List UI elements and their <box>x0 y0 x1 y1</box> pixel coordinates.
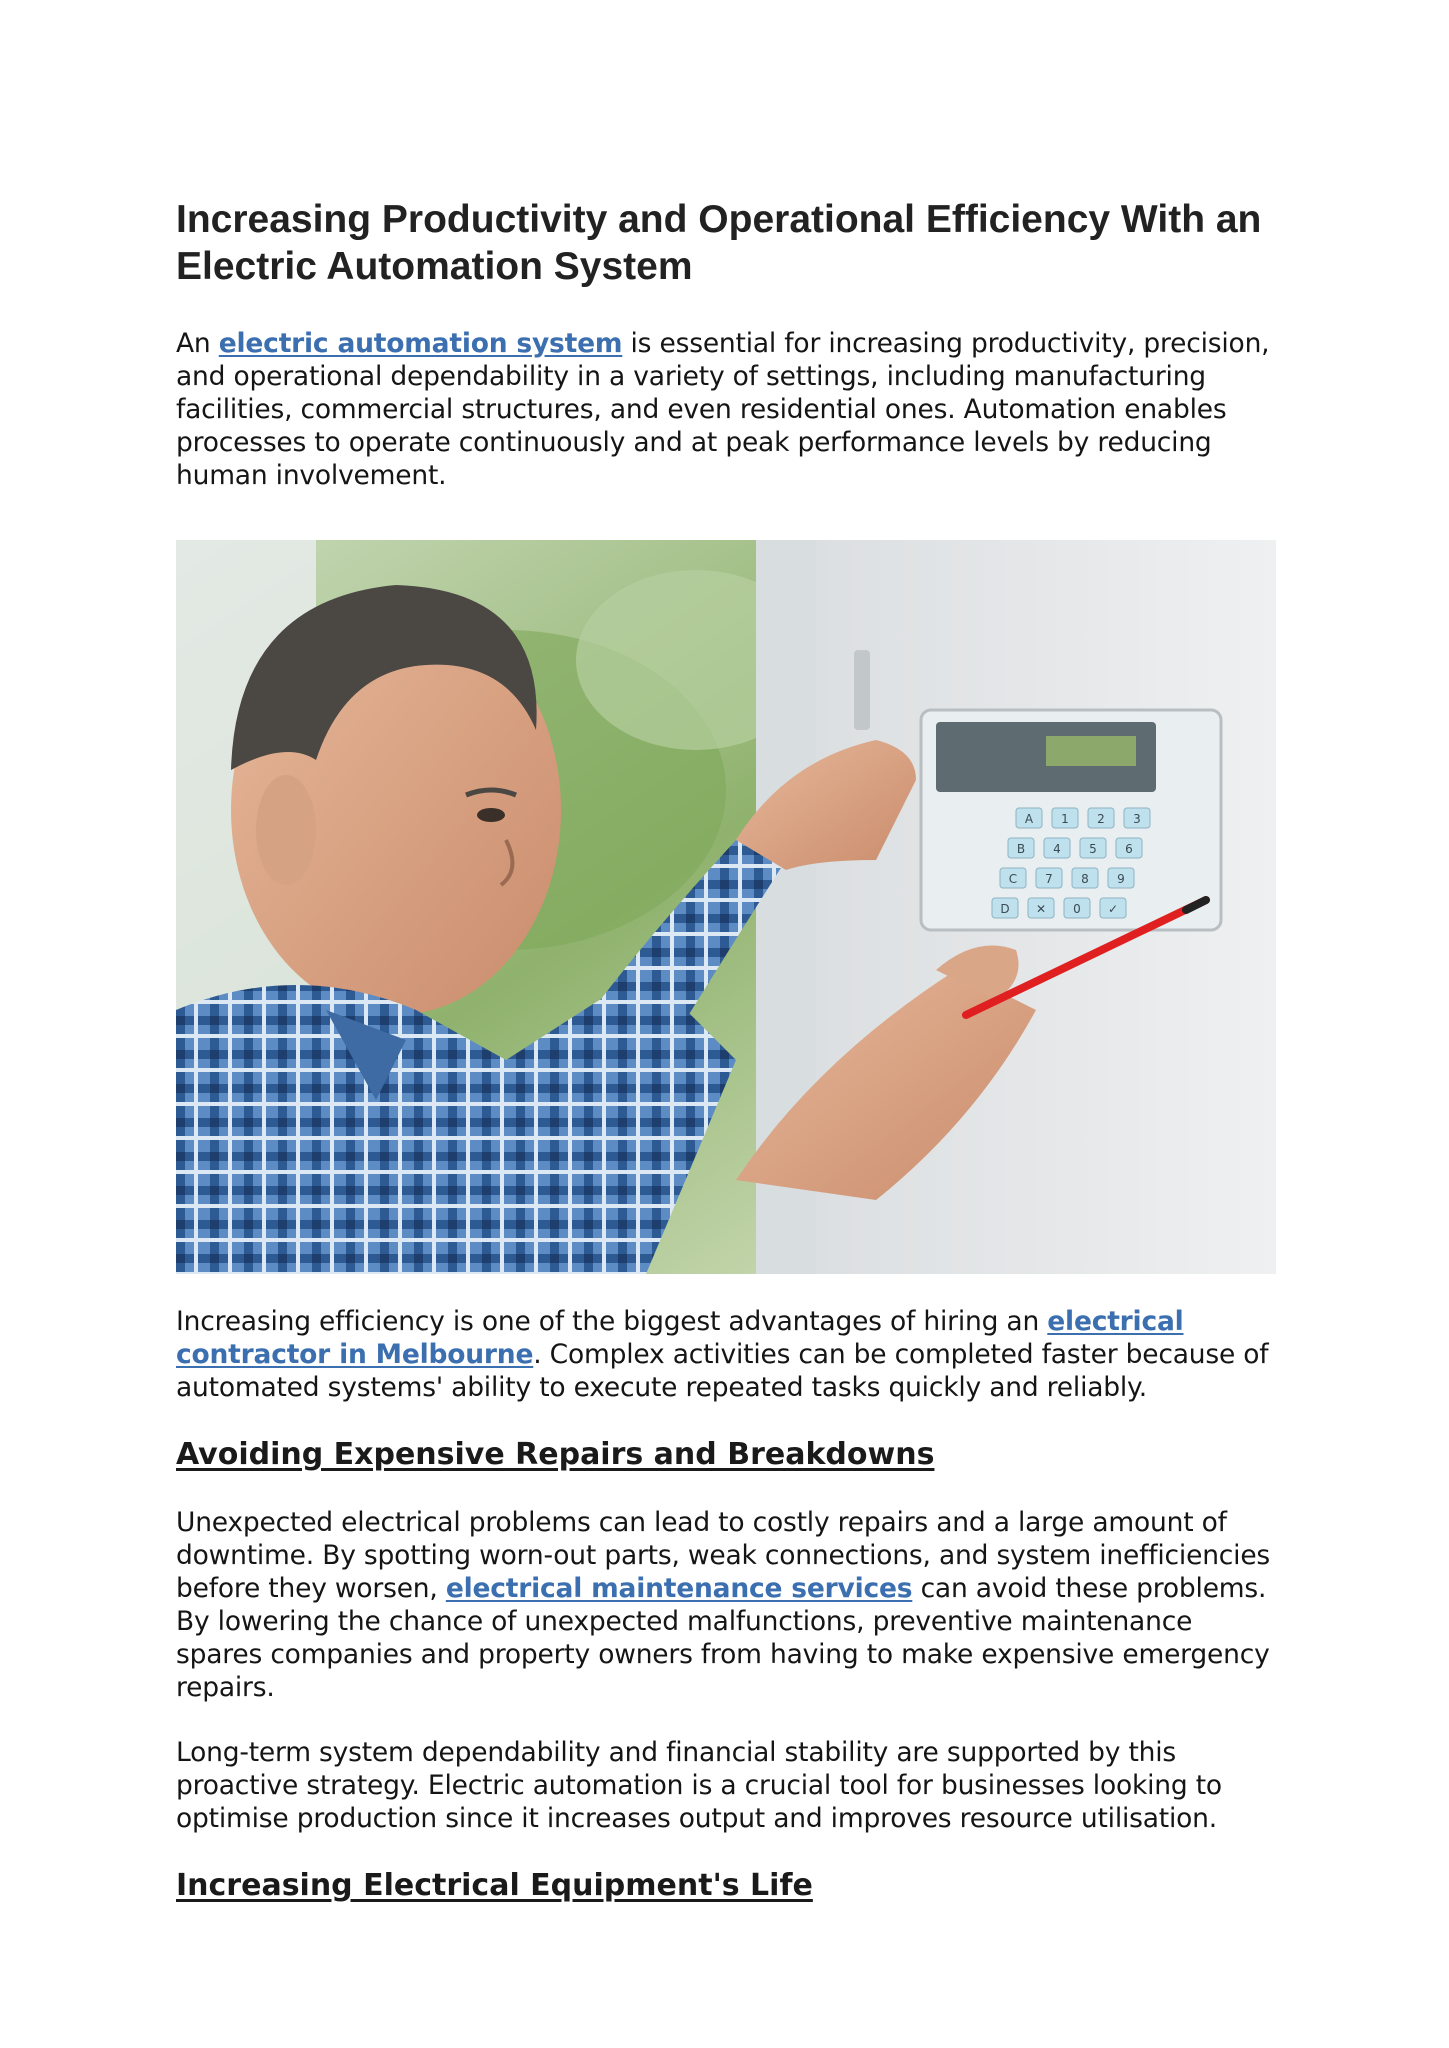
keypad-key-label: A <box>1024 812 1034 826</box>
keypad-key-label: 4 <box>1053 842 1061 856</box>
keypad-key-label: 9 <box>1117 872 1125 886</box>
efficiency-paragraph <box>176 1305 1276 1404</box>
section-heading-equipment-life: Increasing Electrical Equipment's Life <box>176 1868 813 1903</box>
intro-prefix: An <box>176 328 219 359</box>
electrical-maintenance-services-link[interactable]: electrical maintenance services <box>445 1573 913 1604</box>
keypad-key-label: 1 <box>1061 812 1069 826</box>
keypad-key-label: B <box>1016 842 1026 856</box>
efficiency-suffix: . Complex activities can be completed faster because of automated systems' ability to execute repeated tasks quickly and reliably. <box>176 1339 1269 1403</box>
technician-keypad-photo <box>176 540 1276 1274</box>
keypad-key-label: 3 <box>1133 812 1141 826</box>
intro-paragraph <box>176 327 1276 492</box>
keypad-key-label: 5 <box>1089 842 1097 856</box>
document-page <box>176 196 1276 1905</box>
keypad-key-label: 8 <box>1081 872 1089 886</box>
article-title: Increasing Productivity and Operational Efficiency With an Electric Automation System <box>176 198 1262 288</box>
repairs-prefix: Unexpected electrical problems can lead to costly repairs and a large amount of downtime. By spotting worn-out parts, weak connections, and system inefficiencies before they worsen, <box>176 1507 1271 1604</box>
electrical-contractor-link[interactable]: electrical contractor in Melbourne <box>176 1306 1184 1370</box>
keypad-key-label: ✓ <box>1107 902 1119 916</box>
intro-suffix: is essential for increasing productivity, precision, and operational dependability in a variety of settings, including manufacturing facilities, commercial structures, and even residential ones. Automation enables processes to operate continuously and at peak performance levels by reducing human involvement. <box>176 328 1270 491</box>
keypad-key-label: 2 <box>1097 812 1105 826</box>
electric-automation-system-link[interactable]: electric automation system <box>218 328 623 359</box>
keypad-key-label: D <box>1000 902 1010 916</box>
keypad-key-label: C <box>1008 872 1018 886</box>
repairs-paragraph-1 <box>176 1506 1276 1704</box>
section-heading-repairs: Avoiding Expensive Repairs and Breakdowns <box>176 1437 935 1472</box>
keypad-key-label: 6 <box>1125 842 1133 856</box>
keypad-key-label: 7 <box>1045 872 1053 886</box>
keypad-key-label: ✕ <box>1035 902 1047 916</box>
repairs-paragraph-2: Long-term system dependability and financial stability are supported by this proactive strategy. Electric automation is a crucial tool for businesses looking to optimise production since it increases output and improves resource utilisation. <box>176 1737 1222 1834</box>
efficiency-prefix: Increasing efficiency is one of the biggest advantages of hiring an <box>176 1306 1048 1337</box>
repairs-suffix: can avoid these problems. By lowering the chance of unexpected malfunctions, preventive maintenance spares companies and property owners from having to make expensive emergency repairs. <box>176 1573 1270 1703</box>
keypad-key-label: 0 <box>1073 902 1081 916</box>
